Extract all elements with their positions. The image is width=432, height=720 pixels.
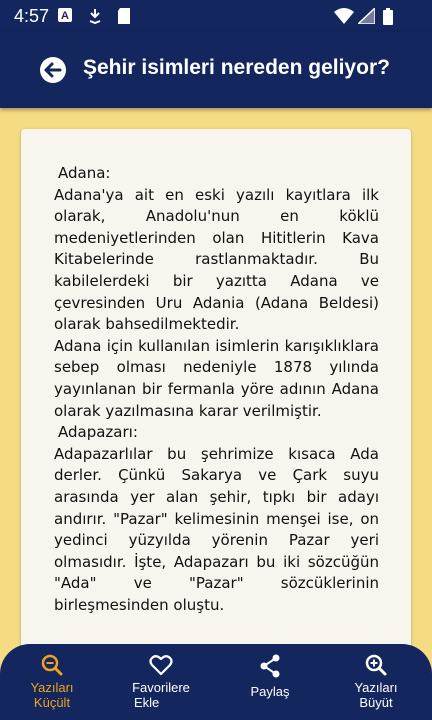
share-button[interactable] (240, 644, 300, 720)
back-arrow-icon[interactable] (39, 56, 67, 84)
sd-card-icon (117, 8, 131, 24)
shrink-text-label-1: Yazıları (30, 680, 74, 695)
zoom-out-icon (41, 654, 63, 676)
share-label: Paylaş (250, 684, 290, 699)
article-card (21, 129, 411, 689)
add-favorite-label-1: Favorilere (132, 680, 190, 695)
a-badge-icon (58, 8, 72, 22)
shrink-text-label-2: Küçült (33, 695, 71, 710)
status-time: 4:57 (14, 6, 50, 26)
article-paragraph: Adana için kullanılan isimlerin karışıklıklara sebep olması nedeniyle 1878 yılında yayınlanan bir fermanla yöre adının Adana olarak yazılmasına karar verilmiştir. (54, 336, 379, 420)
section-heading: Adana: (58, 164, 111, 182)
add-favorite-label-2: Ekle (134, 695, 160, 710)
add-favorite-button[interactable] (122, 644, 200, 720)
wifi-icon (334, 8, 354, 24)
battery-icon (383, 8, 393, 25)
svg-text:A: A (61, 10, 69, 22)
enlarge-text-label-2: Büyüt (359, 695, 393, 710)
enlarge-text-label-1: Yazıları (354, 680, 398, 695)
article-text (54, 163, 379, 616)
section-heading: Adapazarı: (58, 423, 138, 442)
heart-icon (149, 654, 173, 676)
status-bar (0, 0, 432, 32)
article-paragraph: Adapazarlılar bu şehrimize kısaca Ada derler. Çünkü Sakarya ve Çark suyu arasında yer alan şehir, tıpkı bir adayı andırır. "Pazar" kelimesinin menşei ise, on yedinci yüzyılda yörenin Pazar yeri olmasıdır. İşte, Adapazarı bu iki sözcüğün "Ada" ve "Pazar" sözcüklerinin birleşmesinden oluştu. (54, 444, 379, 614)
enlarge-text-button[interactable] (344, 644, 408, 720)
app-bar (0, 32, 432, 108)
zoom-in-icon (365, 654, 387, 676)
signal-icon (358, 8, 375, 24)
page-title: Şehir isimleri nereden geliyor? (83, 56, 390, 79)
share-icon (259, 654, 281, 678)
shrink-text-button[interactable] (20, 644, 84, 720)
download-icon (88, 8, 102, 24)
bottom-navigation (0, 644, 432, 720)
article-paragraph: Adana'ya ait en eski yazılı kayıtlara ilk olarak, Anadolu'nun en köklü medeniyetlerinden olan Hititlerin Kava Kitabelerinde rastlanmaktadır. Bu kabilelerdeki bir yazıtta Adana ve çevresinden Uru Adania (Adana Beldesi) olarak bahsedilmektedir. (54, 185, 379, 334)
